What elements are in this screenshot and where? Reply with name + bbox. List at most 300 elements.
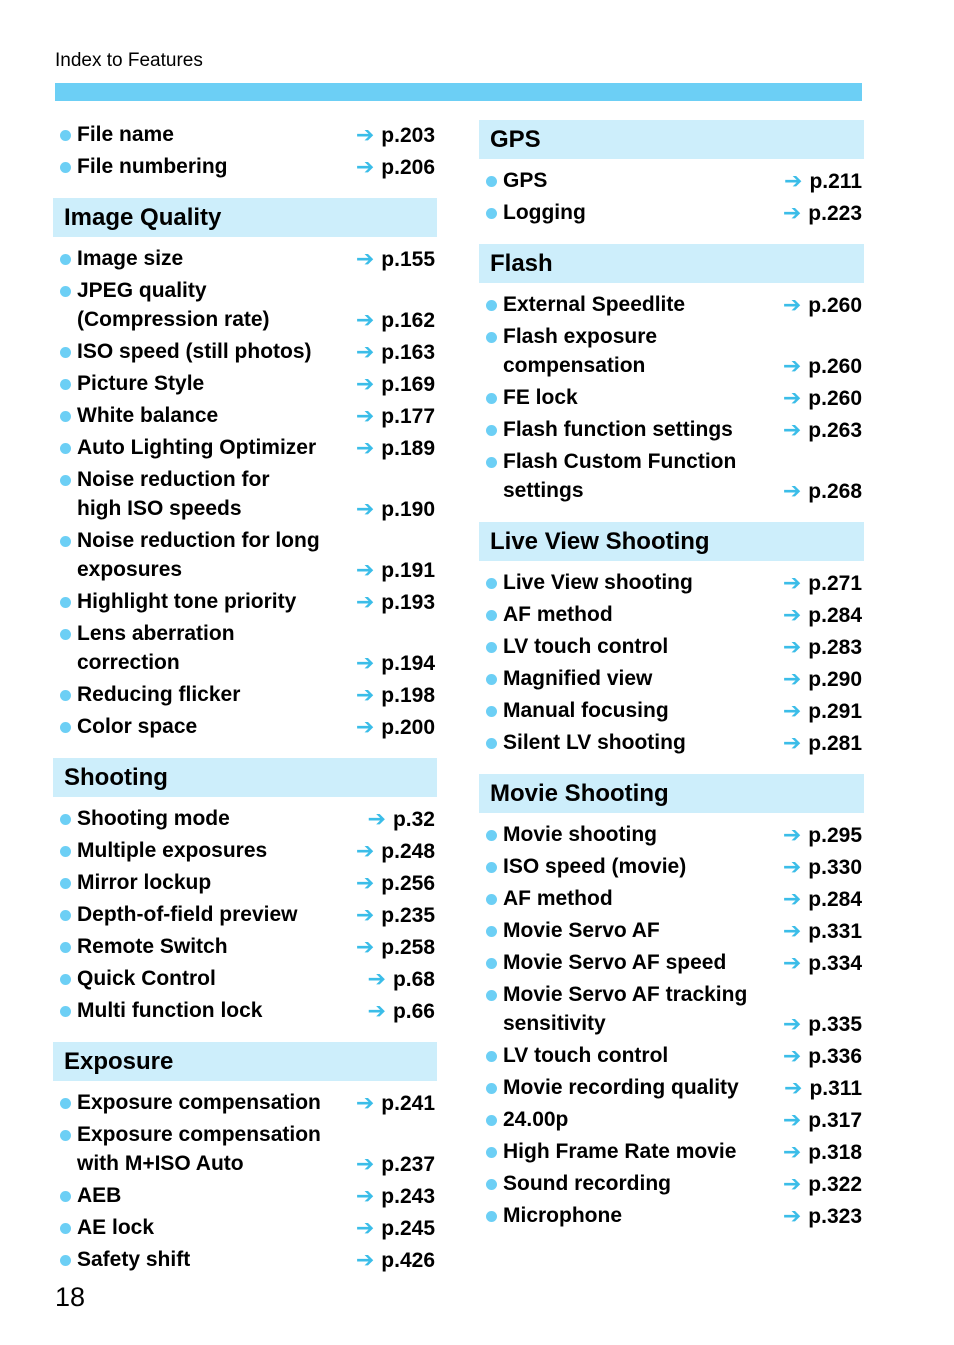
page-reference-number: p.68 [392,968,435,991]
bullet-icon [60,597,71,608]
bullet-icon [60,1130,71,1141]
page-reference[interactable] [783,476,862,505]
page-reference-number: p.162 [381,309,435,332]
page-reference-number: p.198 [381,684,435,707]
page-reference[interactable] [783,696,862,725]
index-entry[interactable] [479,1041,864,1070]
entry-label-continued: compensation [503,354,646,377]
bullet-icon [486,642,497,653]
index-section [53,198,437,758]
page-reference[interactable] [356,932,435,961]
header-bar [55,83,862,101]
spacer [53,744,437,758]
bullet-icon [60,443,71,454]
page-reference[interactable] [783,600,862,629]
arrow-right-icon: ➔ [782,1043,802,1068]
bullet-icon [486,926,497,937]
index-entry[interactable] [479,447,864,505]
page-reference[interactable] [356,1088,435,1117]
page-reference-number: p.322 [808,1173,862,1196]
index-entry[interactable] [479,632,864,661]
page-reference-number: p.258 [381,936,435,959]
page-reference[interactable] [783,820,862,849]
index-entry[interactable] [53,900,437,929]
arrow-right-icon: ➔ [355,1151,375,1176]
page-reference[interactable] [356,1181,435,1210]
page-reference[interactable] [783,916,862,945]
index-entry[interactable] [53,587,437,616]
index-entry[interactable] [53,401,437,430]
page-reference[interactable] [368,964,435,993]
page-reference[interactable] [783,568,862,597]
bullet-icon [486,332,497,343]
arrow-right-icon: ➔ [782,822,802,847]
entry-label: AEB [77,1184,122,1207]
entry-label-continued: high ISO speeds [77,497,242,520]
page-reference[interactable] [783,383,862,412]
index-section [479,244,864,522]
page-reference[interactable] [356,1245,435,1274]
page-reference[interactable] [783,884,862,913]
entry-label: Movie Servo AF [503,919,660,942]
arrow-right-icon: ➔ [784,168,803,193]
entry-label: Mirror lockup [77,871,212,894]
page-reference-number: p.169 [381,373,435,396]
bullet-icon [486,1211,497,1222]
page-reference[interactable] [784,166,862,195]
page-reference-number: p.268 [808,480,862,503]
spacer [53,1277,437,1291]
page-reference-number: p.291 [808,700,862,723]
index-entry[interactable] [479,664,864,693]
arrow-right-icon: ➔ [782,1171,802,1196]
page-reference[interactable] [368,804,435,833]
page-reference-number: p.335 [808,1013,862,1036]
entry-label: Logging [503,201,586,224]
arrow-right-icon: ➔ [782,698,802,723]
index-entry[interactable] [479,322,864,380]
right-column [479,120,864,1247]
arrow-right-icon: ➔ [784,1075,803,1100]
page-reference-number: p.331 [808,920,862,943]
page-reference-number: p.235 [381,904,435,927]
bullet-icon [486,578,497,589]
bullet-icon [60,347,71,358]
index-section [479,774,864,1247]
arrow-right-icon: ➔ [782,918,802,943]
entry-label: Movie recording quality [503,1076,739,1099]
page-reference[interactable] [783,1105,862,1134]
entry-label: Depth-of-field preview [77,903,298,926]
page-reference[interactable] [356,1213,435,1242]
page-reference-number: p.281 [808,732,862,755]
entry-label: Lens aberration [77,622,235,645]
arrow-right-icon: ➔ [355,902,375,927]
index-entry[interactable] [479,948,864,977]
arrow-right-icon: ➔ [355,1215,375,1240]
entry-label: Magnified view [503,667,653,690]
page-reference[interactable] [783,1041,862,1070]
spacer [479,760,864,774]
entry-label: Noise reduction for long [77,529,320,552]
arrow-right-icon: ➔ [355,496,375,521]
entry-label: Microphone [503,1204,622,1227]
bullet-icon [60,942,71,953]
page-reference[interactable] [356,369,435,398]
entry-label: Quick Control [77,967,216,990]
page-reference[interactable] [356,900,435,929]
bullet-icon [60,254,71,265]
index-entry[interactable] [53,836,437,865]
bullet-icon [60,629,71,640]
arrow-right-icon: ➔ [782,886,802,911]
page-reference-number: p.260 [808,294,862,317]
arrow-right-icon: ➔ [355,154,375,179]
arrow-right-icon: ➔ [355,682,375,707]
left-column [53,120,437,1291]
page-reference[interactable] [356,305,435,334]
index-entry[interactable] [53,152,437,181]
page-reference[interactable] [356,337,435,366]
entry-label: Movie Servo AF tracking [503,983,748,1006]
page-reference-number: p.290 [808,668,862,691]
spacer [479,1233,864,1247]
page-reference-number: p.211 [809,170,862,193]
page-reference[interactable] [783,664,862,693]
bullet-icon [60,722,71,733]
arrow-right-icon: ➔ [355,307,375,332]
index-entry[interactable] [479,198,864,227]
arrow-right-icon: ➔ [355,403,375,428]
arrow-right-icon: ➔ [355,435,375,460]
index-entry[interactable] [53,1120,437,1178]
index-entry[interactable] [479,1169,864,1198]
page-reference[interactable] [783,415,862,444]
index-entry[interactable] [479,415,864,444]
entry-label: Picture Style [77,372,205,395]
entry-label: Movie shooting [503,823,657,846]
page-reference-number: p.317 [808,1109,862,1132]
bullet-icon [486,300,497,311]
index-entry[interactable] [479,383,864,412]
bullet-icon [60,286,71,297]
index-entry[interactable] [479,980,864,1038]
index-entry[interactable] [479,290,864,319]
spacer [479,508,864,522]
page-reference[interactable] [356,120,435,149]
page-reference[interactable] [784,1073,862,1102]
bullet-icon [60,690,71,701]
page-reference[interactable] [356,868,435,897]
arrow-right-icon: ➔ [355,246,375,271]
entry-label: Noise reduction for [77,468,270,491]
arrow-right-icon: ➔ [782,417,802,442]
page-header-title: Index to Features [55,50,203,71]
page-reference[interactable] [356,555,435,584]
page-reference[interactable] [783,290,862,319]
entry-label: AF method [503,603,613,626]
index-entry[interactable] [479,728,864,757]
index-entry[interactable] [53,1181,437,1210]
arrow-right-icon: ➔ [355,870,375,895]
index-entry[interactable] [479,1137,864,1166]
entry-label-continued: with M+ISO Auto [77,1152,244,1175]
page-reference[interactable] [783,948,862,977]
index-entry[interactable] [479,568,864,597]
bullet-icon [486,1115,497,1126]
bullet-icon [60,1006,71,1017]
page-reference[interactable] [783,852,862,881]
page-reference-number: p.237 [381,1153,435,1176]
entry-label: AF method [503,887,613,910]
index-entry[interactable] [479,1073,864,1102]
entry-label-continued: (Compression rate) [77,308,270,331]
page-reference-number: p.323 [808,1205,862,1228]
bullet-icon [486,1083,497,1094]
arrow-right-icon: ➔ [355,838,375,863]
page-reference[interactable] [783,1169,862,1198]
arrow-right-icon: ➔ [782,950,802,975]
entry-label: Manual focusing [503,699,669,722]
arrow-right-icon: ➔ [782,602,802,627]
bullet-icon [60,130,71,141]
bullet-icon [486,393,497,404]
bullet-icon [60,1191,71,1202]
right-sections [479,120,864,1247]
page-reference-number: p.241 [381,1092,435,1115]
entry-label: Multi function lock [77,999,263,1022]
index-entry[interactable] [479,166,864,195]
page-reference-number: p.66 [392,1000,435,1023]
entry-label: Flash Custom Function [503,450,737,473]
bullet-icon [60,814,71,825]
index-entry[interactable] [53,619,437,677]
entry-label: GPS [503,169,548,192]
bullet-icon [60,1223,71,1234]
index-entry[interactable] [53,1245,437,1274]
page-reference-number: p.283 [808,636,862,659]
page-reference-number: p.155 [381,248,435,271]
index-entry[interactable] [53,932,437,961]
page-reference-number: p.271 [808,572,862,595]
entry-label: Auto Lighting Optimizer [77,436,317,459]
index-entry[interactable] [53,433,437,462]
arrow-right-icon: ➔ [782,730,802,755]
bullet-icon [486,208,497,219]
page-reference[interactable] [356,494,435,523]
entry-label: File numbering [77,155,228,178]
section-title: GPS [479,120,864,159]
entry-label: Image size [77,247,184,270]
entry-label: LV touch control [503,635,669,658]
page-reference[interactable] [356,648,435,677]
page-reference[interactable] [783,728,862,757]
entry-label: Reducing flicker [77,683,241,706]
page-reference[interactable] [783,632,862,661]
entry-label: Flash exposure [503,325,658,348]
bullet-icon [60,162,71,173]
page-reference-number: p.194 [381,652,435,675]
bullet-icon [60,536,71,547]
section-title: Movie Shooting [479,774,864,813]
index-entry[interactable] [53,680,437,709]
entry-label: Movie Servo AF speed [503,951,727,974]
page-reference-number: p.245 [381,1217,435,1240]
bullet-icon [60,878,71,889]
index-entry[interactable] [479,916,864,945]
bullet-icon [486,830,497,841]
page-reference[interactable] [368,996,435,1025]
arrow-right-icon: ➔ [782,292,802,317]
entry-label: Remote Switch [77,935,228,958]
index-entry[interactable] [53,996,437,1025]
bullet-icon [60,411,71,422]
page-number: 18 [55,1282,86,1312]
page-reference-number: p.284 [808,604,862,627]
bullet-icon [60,974,71,985]
arrow-right-icon: ➔ [355,1183,375,1208]
page-reference[interactable] [356,244,435,273]
index-entry[interactable] [53,276,437,334]
entry-label: ISO speed (still photos) [77,340,312,363]
arrow-right-icon: ➔ [355,714,375,739]
page-reference-number: p.334 [808,952,862,975]
section-title: Shooting [53,758,437,797]
arrow-right-icon: ➔ [367,966,386,991]
bullet-icon [486,1179,497,1190]
page-reference[interactable] [783,1201,862,1230]
page-reference[interactable] [783,351,862,380]
index-entry[interactable] [479,1105,864,1134]
index-entry[interactable] [479,820,864,849]
bullet-icon [486,862,497,873]
index-entry[interactable] [479,696,864,725]
bullet-icon [486,894,497,905]
bullet-icon [486,990,497,1001]
page-reference-number: p.223 [808,202,862,225]
page-reference[interactable] [356,587,435,616]
entry-label: High Frame Rate movie [503,1140,737,1163]
bullet-icon [486,738,497,749]
index-entry[interactable] [53,804,437,833]
section-title: Image Quality [53,198,437,237]
intro-list [53,120,437,198]
arrow-right-icon: ➔ [355,934,375,959]
bullet-icon [60,910,71,921]
entry-label: Multiple exposures [77,839,268,862]
page-reference-number: p.330 [808,856,862,879]
bullet-icon [60,475,71,486]
index-entry[interactable] [479,884,864,913]
index-entry[interactable] [53,964,437,993]
index-entry[interactable] [53,868,437,897]
arrow-right-icon: ➔ [782,1139,802,1164]
index-entry[interactable] [53,1213,437,1242]
page-reference[interactable] [783,198,862,227]
page-reference[interactable] [783,1137,862,1166]
page-reference-number: p.256 [381,872,435,895]
page-reference[interactable] [356,433,435,462]
entry-label: ISO speed (movie) [503,855,687,878]
entry-label: 24.00p [503,1108,569,1131]
page-reference[interactable] [356,712,435,741]
bullet-icon [486,674,497,685]
entry-label: Flash function settings [503,418,733,441]
page-reference-number: p.263 [808,419,862,442]
spacer [53,1028,437,1042]
arrow-right-icon: ➔ [355,339,375,364]
page-reference[interactable] [356,680,435,709]
index-entry[interactable] [53,244,437,273]
index-entry[interactable] [53,337,437,366]
entry-label-continued: correction [77,651,180,674]
entry-label: LV touch control [503,1044,669,1067]
bullet-icon [486,958,497,969]
index-entry[interactable] [479,1201,864,1230]
index-entry[interactable] [53,120,437,149]
page-reference-number: p.163 [381,341,435,364]
bullet-icon [486,176,497,187]
bullet-icon [486,706,497,717]
page-reference-number: p.260 [808,387,862,410]
entry-label: External Speedlite [503,293,686,316]
arrow-right-icon: ➔ [782,478,802,503]
arrow-right-icon: ➔ [355,650,375,675]
page-reference[interactable] [356,836,435,865]
index-entry[interactable] [53,526,437,584]
spacer [479,230,864,244]
arrow-right-icon: ➔ [367,998,386,1023]
bullet-icon [486,457,497,468]
page-reference-number: p.426 [381,1249,435,1272]
page-reference-number: p.284 [808,888,862,911]
index-entry[interactable] [479,852,864,881]
page-reference-number: p.203 [381,124,435,147]
page-reference-number: p.190 [381,498,435,521]
page-reference[interactable] [356,401,435,430]
entry-label-continued: exposures [77,558,183,581]
arrow-right-icon: ➔ [782,200,802,225]
bullet-icon [60,1255,71,1266]
index-section [53,1042,437,1291]
arrow-right-icon: ➔ [782,1203,802,1228]
arrow-right-icon: ➔ [782,634,802,659]
arrow-right-icon: ➔ [367,806,386,831]
bullet-icon [60,379,71,390]
page-reference-number: p.318 [808,1141,862,1164]
index-entry[interactable] [53,1088,437,1117]
entry-label: File name [77,123,174,146]
index-entry[interactable] [53,712,437,741]
page-reference[interactable] [356,1149,435,1178]
entry-label: Silent LV shooting [503,731,686,754]
index-entry[interactable] [53,465,437,523]
page-reference-number: p.32 [392,808,435,831]
entry-label-continued: sensitivity [503,1012,606,1035]
arrow-right-icon: ➔ [782,666,802,691]
page-reference[interactable] [783,1009,862,1038]
page-reference[interactable] [356,152,435,181]
index-entry[interactable] [53,369,437,398]
page-reference-number: p.177 [381,405,435,428]
bullet-icon [486,425,497,436]
section-title: Flash [479,244,864,283]
index-entry[interactable] [479,600,864,629]
entry-label: FE lock [503,386,578,409]
page-reference-number: p.200 [381,716,435,739]
section-title: Live View Shooting [479,522,864,561]
section-title: Exposure [53,1042,437,1081]
